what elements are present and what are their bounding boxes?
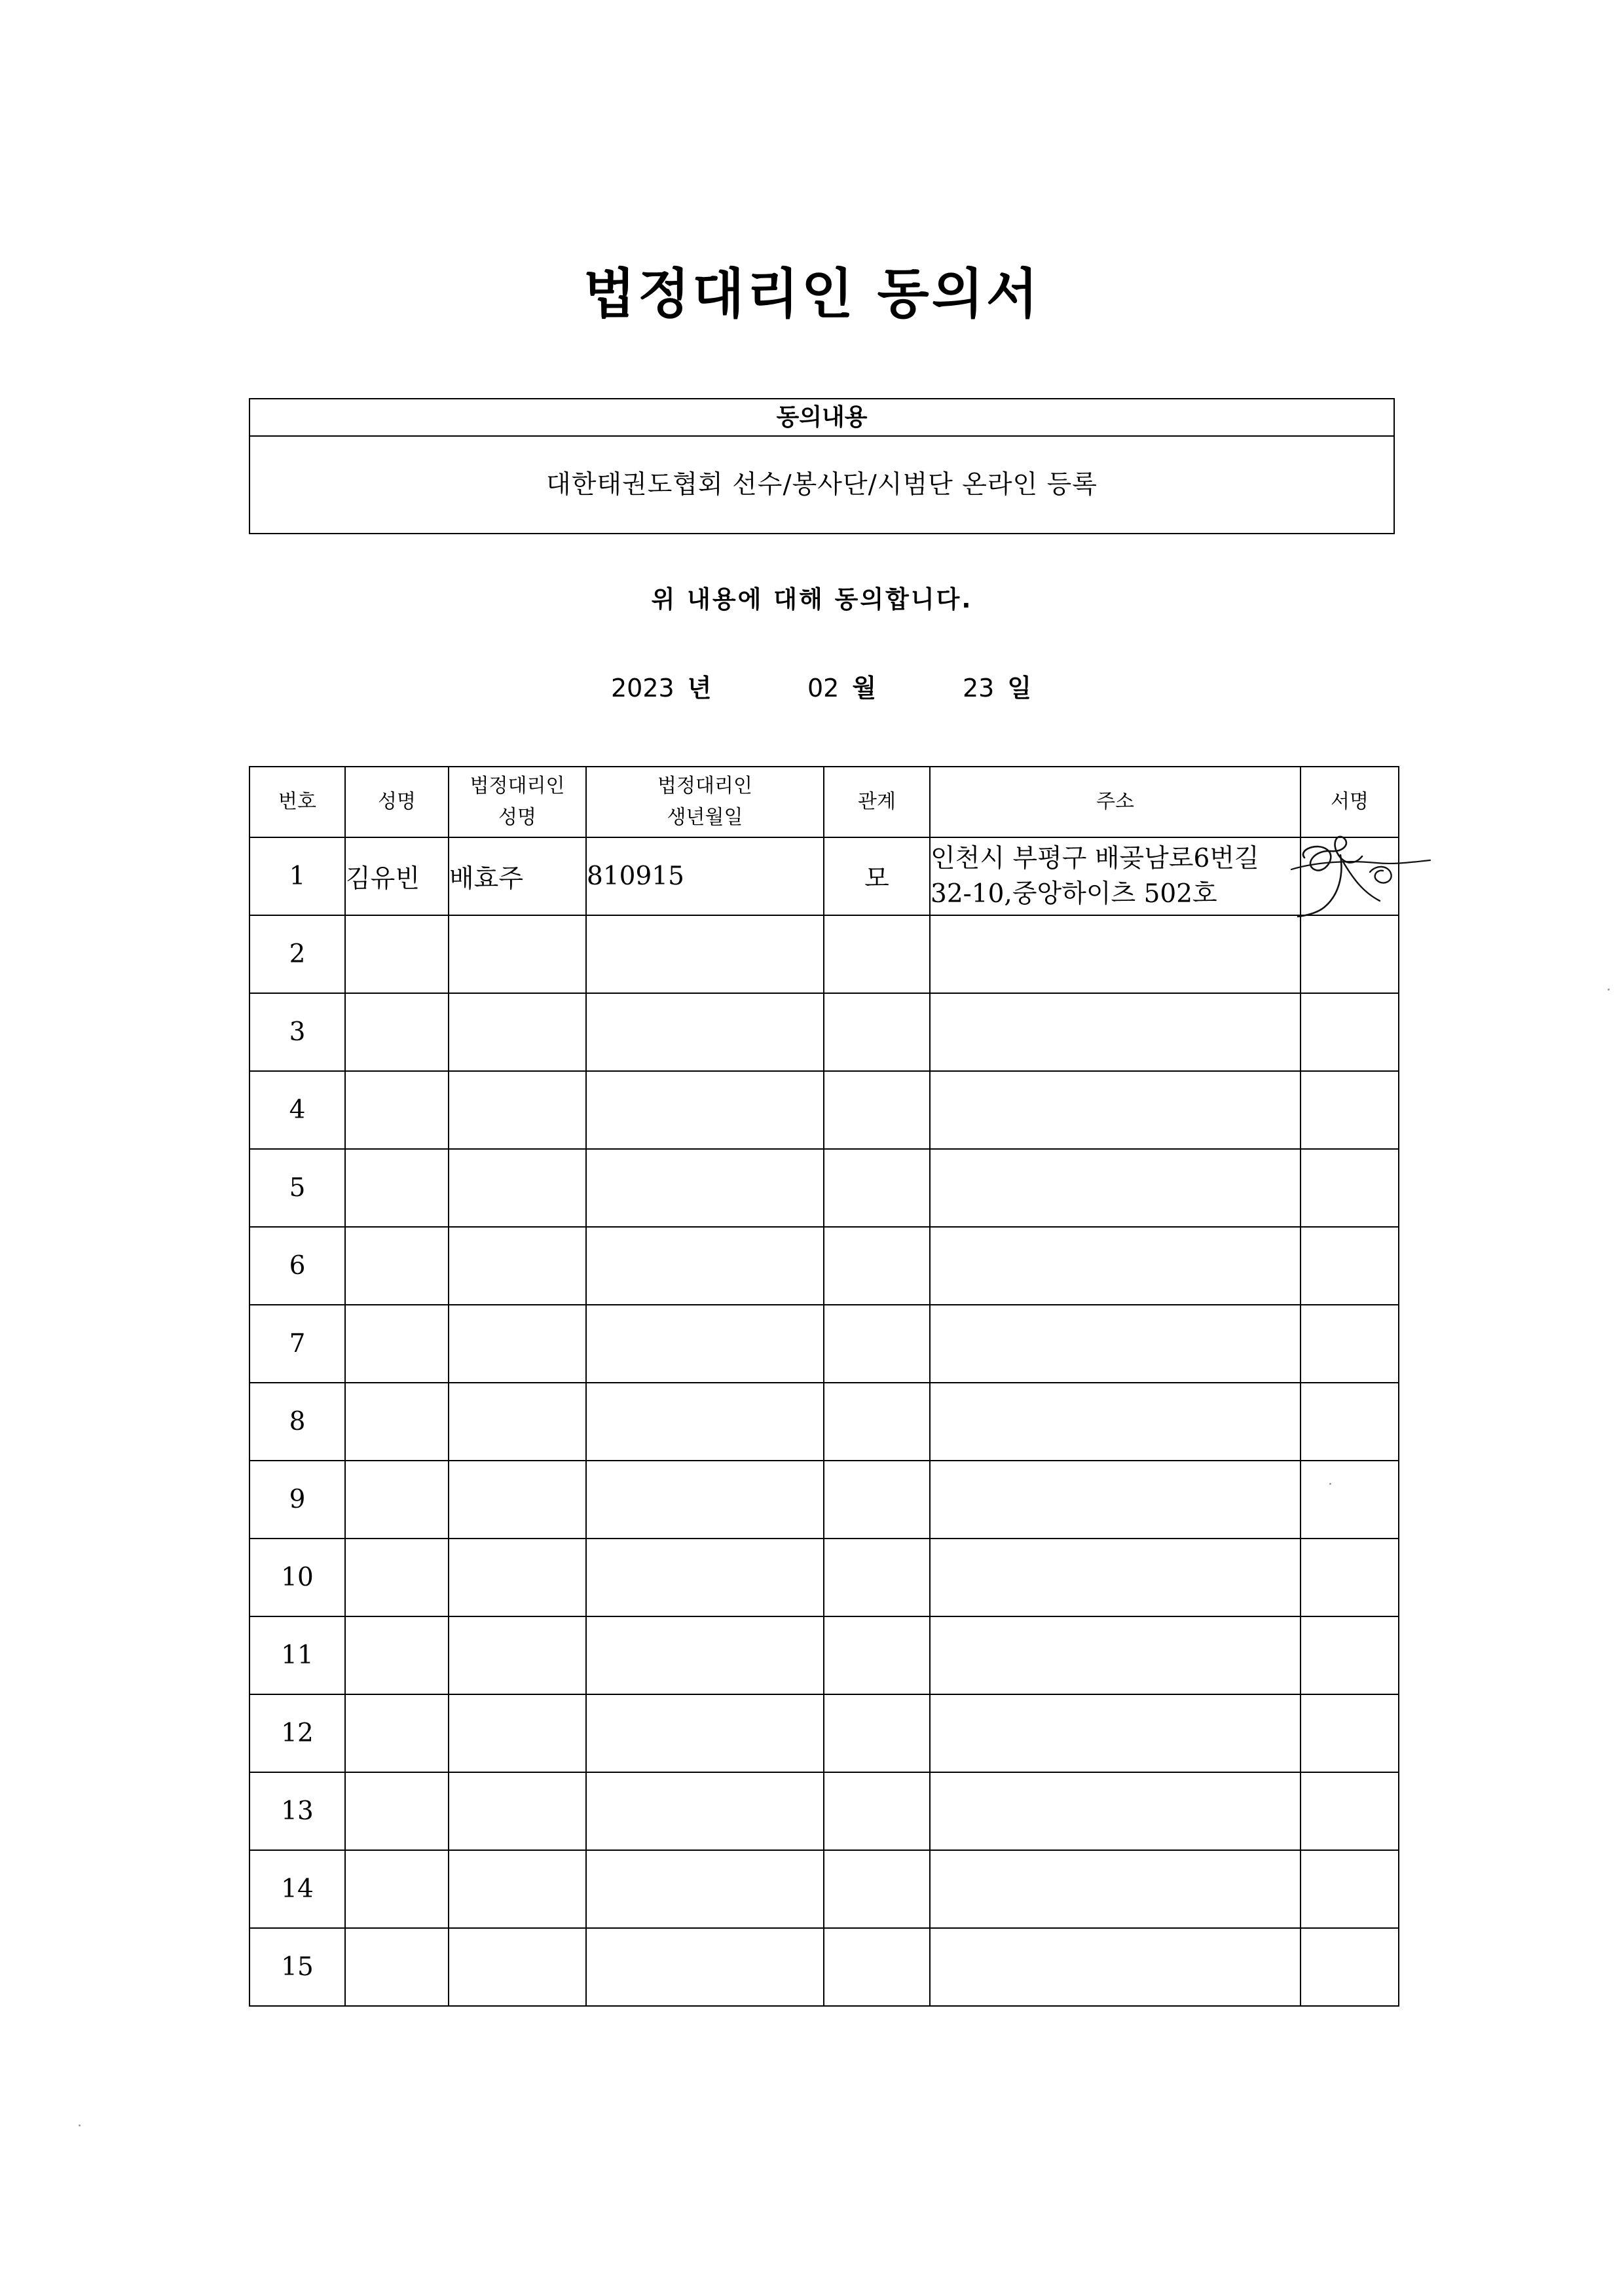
row-no: 13 — [249, 1772, 345, 1850]
row-address — [930, 1227, 1301, 1305]
row-guardian-name — [449, 915, 586, 993]
row-guardian-birth — [586, 1850, 824, 1928]
row-signature — [1301, 1539, 1399, 1616]
row-signature — [1301, 1149, 1399, 1227]
row-address — [930, 993, 1301, 1071]
handwritten-signature — [1278, 824, 1435, 928]
table-row — [249, 1461, 1399, 1539]
row-name — [345, 1383, 449, 1461]
row-guardian-birth — [586, 1694, 824, 1772]
consent-content-text: 대한태권도협회 선수/봉사단/시범단 온라인 등록 — [546, 470, 1098, 500]
row-guardian-birth — [586, 915, 824, 993]
table-row — [249, 993, 1399, 1071]
guardian-table — [249, 766, 1399, 2007]
table-row — [249, 1772, 1399, 1850]
row-name: 김유빈 — [345, 837, 449, 915]
row-address — [930, 1928, 1301, 2006]
row-address — [930, 1071, 1301, 1149]
row-guardian-name — [449, 1539, 586, 1616]
row-guardian-name — [449, 1227, 586, 1305]
row-guardian-birth — [586, 1461, 824, 1539]
row-no: 15 — [249, 1928, 345, 2006]
header-guardian-birth-line2: 생년월일 — [667, 806, 743, 829]
date-month-unit: 월 — [852, 674, 877, 702]
header-address: 주소 — [930, 767, 1301, 837]
row-name — [345, 1461, 449, 1539]
row-guardian-name — [449, 1305, 586, 1383]
table-row — [249, 1928, 1399, 2006]
row-address — [930, 1616, 1301, 1694]
scan-speck — [1329, 1483, 1331, 1485]
header-guardian-name — [449, 767, 586, 837]
row-name — [345, 1539, 449, 1616]
row-guardian-name — [449, 993, 586, 1071]
table-row — [249, 1850, 1399, 1928]
header-guardian-birth-line1: 법정대리인 — [657, 774, 752, 797]
row-guardian-name — [449, 1071, 586, 1149]
agreement-statement: 위 내용에 대해 동의합니다. — [651, 585, 973, 613]
date-day-unit: 일 — [1007, 674, 1032, 702]
row-guardian-birth — [586, 1149, 824, 1227]
row-guardian-name: 배효주 — [449, 837, 586, 915]
scan-speck — [79, 2124, 81, 2126]
header-name: 성명 — [345, 767, 449, 837]
table-row — [249, 1616, 1399, 1694]
row-guardian-name — [449, 1850, 586, 1928]
table-row — [249, 1071, 1399, 1149]
row-name — [345, 1928, 449, 2006]
row-signature — [1301, 837, 1399, 915]
row-relation — [824, 1539, 930, 1616]
document-title: 법정대리인 동의서 — [583, 263, 1041, 325]
table-row — [249, 1383, 1399, 1461]
row-signature — [1301, 1227, 1399, 1305]
row-relation — [824, 1694, 930, 1772]
row-address-line1: 인천시 부평구 배곶남로6번길 — [931, 843, 1259, 873]
row-no: 10 — [249, 1539, 345, 1616]
table-row — [249, 1305, 1399, 1383]
table-row — [249, 1694, 1399, 1772]
row-relation — [824, 1227, 930, 1305]
row-relation — [824, 1071, 930, 1149]
row-signature — [1301, 1461, 1399, 1539]
row-no: 2 — [249, 915, 345, 993]
consent-content-box — [249, 398, 1395, 534]
table-row — [249, 1227, 1399, 1305]
row-signature — [1301, 1928, 1399, 2006]
date-month-value: 02 — [807, 674, 840, 702]
row-guardian-name — [449, 1772, 586, 1850]
row-name — [345, 1850, 449, 1928]
row-name — [345, 1694, 449, 1772]
row-guardian-name — [449, 1928, 586, 2006]
header-no: 번호 — [249, 767, 345, 837]
row-name — [345, 1071, 449, 1149]
row-signature — [1301, 1383, 1399, 1461]
header-guardian-name-line1: 법정대리인 — [470, 774, 565, 797]
row-address — [930, 1383, 1301, 1461]
row-signature — [1301, 1772, 1399, 1850]
row-relation: 모 — [824, 837, 930, 915]
table-header-row — [249, 767, 1399, 837]
row-no: 4 — [249, 1071, 345, 1149]
row-guardian-birth — [586, 1772, 824, 1850]
row-guardian-birth: 810915 — [586, 837, 824, 915]
header-signature: 서명 — [1301, 767, 1399, 837]
row-name — [345, 993, 449, 1071]
date-day — [963, 668, 1031, 704]
table-row — [249, 837, 1399, 915]
row-address — [930, 915, 1301, 993]
row-address — [930, 1772, 1301, 1850]
row-address — [930, 1305, 1301, 1383]
row-guardian-name — [449, 1616, 586, 1694]
row-guardian-birth — [586, 1305, 824, 1383]
row-guardian-name — [449, 1383, 586, 1461]
row-signature — [1301, 1694, 1399, 1772]
header-relation: 관계 — [824, 767, 930, 837]
date-year — [611, 668, 711, 704]
row-relation — [824, 1305, 930, 1383]
row-name — [345, 1772, 449, 1850]
row-relation — [824, 1928, 930, 2006]
row-signature — [1301, 1616, 1399, 1694]
scan-speck — [1608, 989, 1610, 991]
row-guardian-name — [449, 1461, 586, 1539]
header-guardian-birth — [586, 767, 824, 837]
row-no: 7 — [249, 1305, 345, 1383]
row-no: 11 — [249, 1616, 345, 1694]
row-address — [930, 1539, 1301, 1616]
row-address — [930, 1149, 1301, 1227]
row-guardian-birth — [586, 1928, 824, 2006]
row-signature — [1301, 993, 1399, 1071]
row-guardian-birth — [586, 1539, 824, 1616]
row-relation — [824, 915, 930, 993]
row-signature — [1301, 1305, 1399, 1383]
row-relation — [824, 1850, 930, 1928]
row-address — [930, 1461, 1301, 1539]
row-relation — [824, 1772, 930, 1850]
row-relation — [824, 1616, 930, 1694]
row-guardian-name — [449, 1149, 586, 1227]
row-name — [345, 1149, 449, 1227]
table-row — [249, 915, 1399, 993]
row-signature — [1301, 915, 1399, 993]
row-relation — [824, 993, 930, 1071]
row-signature — [1301, 1071, 1399, 1149]
date-day-value: 23 — [963, 674, 995, 702]
row-signature — [1301, 1850, 1399, 1928]
row-name — [345, 1305, 449, 1383]
row-address-line2: 32-10,중앙하이츠 502호 — [931, 879, 1217, 909]
row-guardian-birth — [586, 1616, 824, 1694]
row-no: 5 — [249, 1149, 345, 1227]
row-guardian-birth — [586, 1227, 824, 1305]
row-no: 14 — [249, 1850, 345, 1928]
row-guardian-birth — [586, 993, 824, 1071]
row-address — [930, 1694, 1301, 1772]
row-no: 8 — [249, 1383, 345, 1461]
row-relation — [824, 1383, 930, 1461]
table-row — [249, 1149, 1399, 1227]
row-no: 9 — [249, 1461, 345, 1539]
row-no: 6 — [249, 1227, 345, 1305]
row-relation — [824, 1149, 930, 1227]
date-year-unit: 년 — [687, 674, 712, 702]
header-guardian-name-line2: 성명 — [498, 806, 536, 829]
row-guardian-birth — [586, 1383, 824, 1461]
table-row — [249, 1539, 1399, 1616]
date-month — [807, 668, 876, 704]
row-no: 12 — [249, 1694, 345, 1772]
row-guardian-name — [449, 1694, 586, 1772]
row-no: 1 — [249, 837, 345, 915]
row-address — [930, 837, 1301, 915]
row-guardian-birth — [586, 1071, 824, 1149]
row-name — [345, 915, 449, 993]
row-no: 3 — [249, 993, 345, 1071]
row-relation — [824, 1461, 930, 1539]
date-year-value: 2023 — [611, 674, 674, 702]
row-address — [930, 1850, 1301, 1928]
row-name — [345, 1616, 449, 1694]
consent-content-header: 동의내용 — [250, 399, 1393, 437]
row-name — [345, 1227, 449, 1305]
